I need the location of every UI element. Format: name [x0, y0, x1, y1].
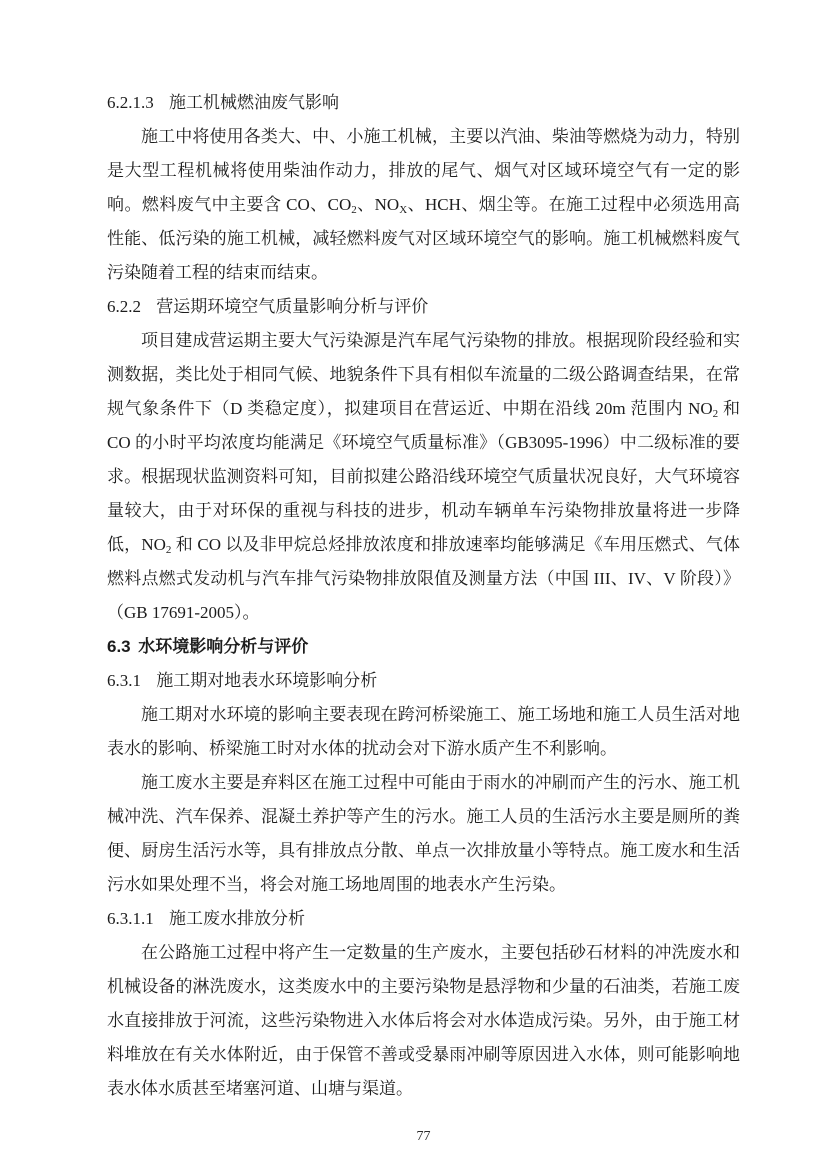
heading-title: 施工废水排放分析 [169, 909, 306, 928]
heading-number: 6.2.1.3 [107, 93, 154, 112]
chem-subscript: 2 [351, 204, 357, 216]
paragraph-surface-water-impact: 施工期对水环境的影响主要表现在跨河桥梁施工、施工场地和施工人员生活对地表水的影响、桥梁施工时对水体的扰动会对下游水质产生不利影响。 [107, 705, 740, 758]
heading-number: 6.2.2 [107, 297, 141, 316]
section-heading-6-2-1-3 [107, 86, 740, 120]
paragraph-text: 项目建成营运期主要大气污染源是汽车尾气污染物的排放。根据现阶段经验和实测数据，类比处于相同气候、地貌条件下具有相似车流量的二级公路调查结果，在常规气象条件下（D 类稳定度），拟建项目在营运近、中期在沿线 20m 范围内 NO [107, 331, 740, 418]
heading-title: 营运期环境空气质量影响分析与评价 [156, 297, 429, 316]
paragraph-text: 、HCH、烟尘等。在施工过程中必须选用高性能、低污染的施工机械，减轻燃料废气对区域环境空气的影响。施工机械燃料废气污染随着工程的结束而结束。 [107, 195, 740, 282]
heading-title: 施工期对地表水环境影响分析 [156, 671, 378, 690]
section-heading-6-3-1-1 [107, 902, 740, 936]
paragraph-fuel-exhaust [107, 120, 740, 290]
paragraph-text: 和 CO 以及非甲烷总烃排放浓度和排放速率均能够满足《车用压燃式、气体燃料点燃式发动机与汽车排气污染物排放限值及测量方法（中国 III、IV、V 阶段）》（GB 17691-2005）。 [107, 535, 740, 622]
section-heading-6-2-2 [107, 290, 740, 324]
chem-subscript: X [399, 204, 408, 216]
heading-title: 施工机械燃油废气影响 [169, 93, 340, 112]
section-heading-6-3 [107, 630, 740, 664]
paragraph-construction-wastewater: 施工废水主要是弃料区在施工过程中可能由于雨水的冲刷而产生的污水、施工机械冲洗、汽车保养、混凝土养护等产生的污水。施工人员的生活污水主要是厕所的粪便、厨房生活污水等，具有排放点分散、单点一次排放量小等特点。施工废水和生活污水如果处理不当，将会对施工场地周围的地表水产生污染。 [107, 773, 740, 894]
paragraph-operation-air-quality [107, 324, 740, 630]
paragraph-text: 、NO [356, 195, 400, 214]
heading-number: 6.3.1 [107, 671, 141, 690]
page-number: 77 [416, 1129, 431, 1144]
heading-title: 水环境影响分析与评价 [138, 637, 309, 656]
paragraph-wastewater-discharge-analysis: 在公路施工过程中将产生一定数量的生产废水，主要包括砂石材料的冲洗废水和机械设备的淋洗废水，这类废水中的主要污染物是悬浮物和少量的石油类，若施工废水直接排放于河流，这些污染物进入水体后将会对水体造成污染。另外，由于施工材料堆放在有关水体附近，由于保管不善或受暴雨冲刷等原因进入水体，则可能影响地表水体水质甚至堵塞河道、山塘与渠道。 [107, 943, 740, 1098]
chem-subscript: 2 [712, 408, 719, 420]
paragraph-text: 施工中将使用各类大、中、小施工机械，主要以汽油、柴油等燃烧为动力，特别是大型工程机械将使用柴油作动力，排放的尾气、烟气对区域环境空气有一定的影响。燃料废气中主要含 CO、CO [107, 127, 740, 214]
heading-number: 6.3.1.1 [107, 909, 154, 928]
chem-subscript: 2 [165, 544, 172, 556]
paragraph-text: 和 CO 的小时平均浓度均能满足《环境空气质量标准》（GB3095-1996）中二级标准的要求。根据现状监测资料可知，目前拟建公路沿线环境空气质量状况良好，大气环境容量较大，由于对环保的重视与科技的进步，机动车辆单车污染物排放量将进一步降低，NO [107, 399, 740, 554]
heading-number: 6.3 [107, 637, 131, 656]
section-heading-6-3-1 [107, 664, 740, 698]
